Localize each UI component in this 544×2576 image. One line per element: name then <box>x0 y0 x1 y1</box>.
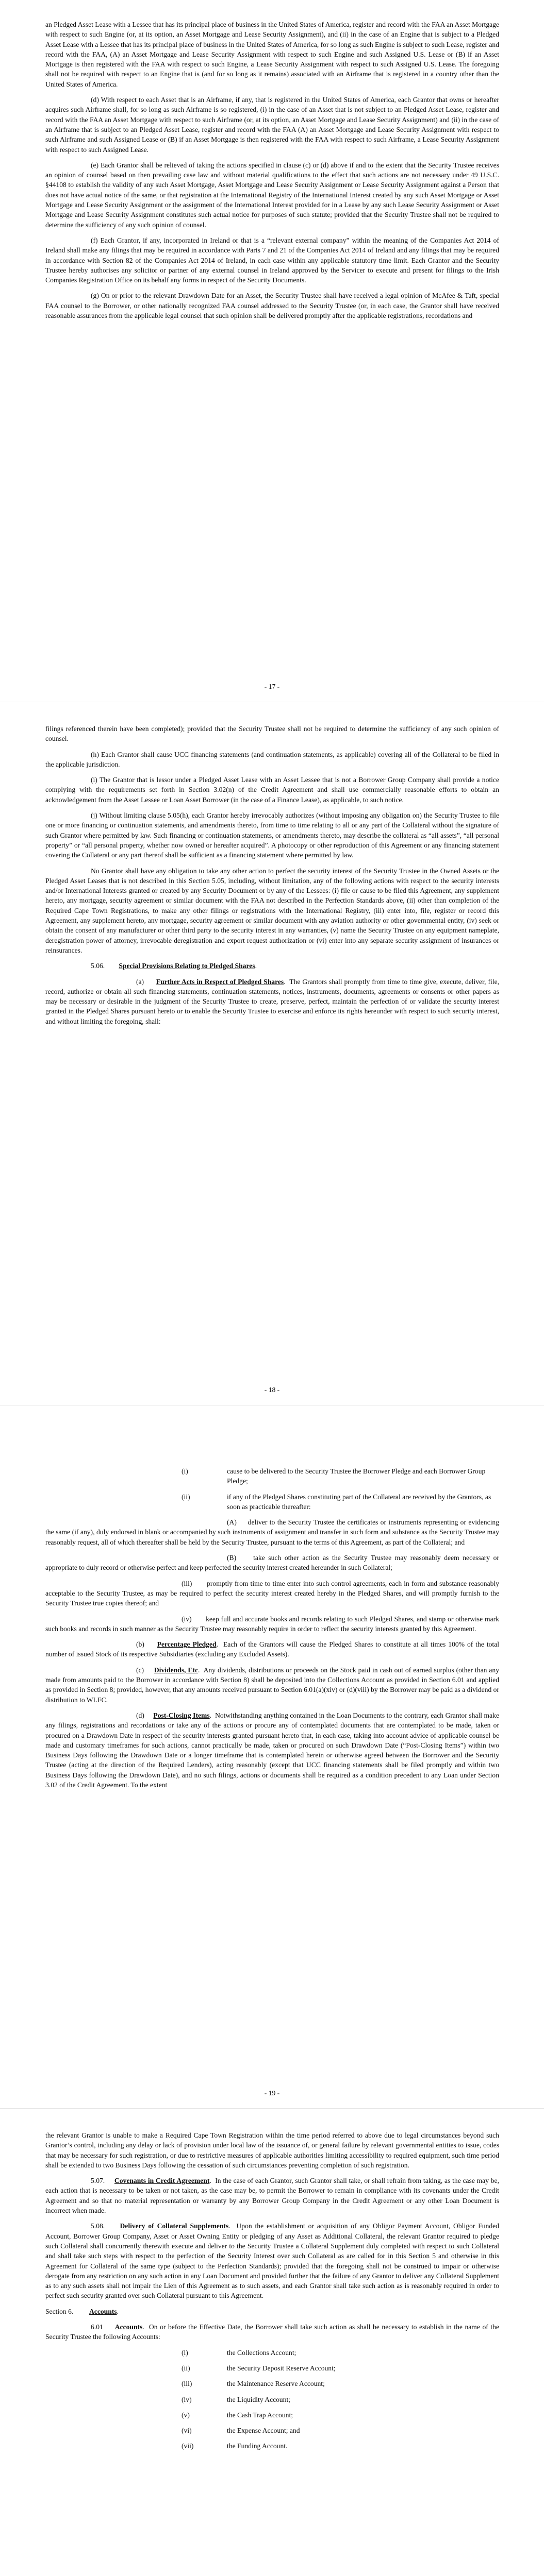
item-label: (iv) <box>182 1615 192 1623</box>
item-text: deliver to the Security Trustee the certificates or instruments representing or evidencing the same (if any), duly endorsed in blank or accompanied by such instruments of assignment and transfer in such form and substance as the Security Trustee may reasonably request, all of which thereafter shall be held by the Security Trustee, pursuant to the terms of this Agreement, as part of the Collateral; and <box>45 1518 499 1546</box>
paragraph: (e) Each Grantor shall be relieved of taking the actions specified in clause (c) or (d) above if and to the extent that the Security Trustee receives an opinion of counsel based on then prevailing case law and without material qualifications to the effect that such actions are not necessary under 49 U.S.C. §44108 to establish the validity of any such Asset Mortgage, Asset Mortgage and Lease Security Assignment or Lease Security Assignment against a Person that does not have actual notice of the same, or that registration at the International Registry of the International Interest created by any such Asset Mortgage or Asset Mortgage and Lease Security Assignment or the assignment of the International Interest provided for in a Lease by any such Lease Security Assignment or Asset Mortgage and Lease Security Assignment constitutes such actual notice for purposes of such statute; provided that the Security Trustee shall not be required to determine the sufficiency of any such opinion of counsel. <box>45 161 499 229</box>
section-number: 5.08. <box>91 2222 105 2230</box>
paragraph: (g) On or prior to the relevant Drawdown Date for an Asset, the Security Trustee shall have received a legal opinion of McAfee & Taft, special FAA counsel to the Borrower, or other nationally recognized FAA counsel addressed to the Security Trustee (or, in each case, the Grantor shall have received reasonable assurances from the applicable legal counsel that such opinion shall be delivered promptly after the applicable registrations, recordations and <box>45 292 499 320</box>
list-item <box>45 1579 499 1608</box>
section-heading: Section 6. Accounts. <box>45 2307 119 2315</box>
list-item <box>45 2441 499 2451</box>
item-text: the Liquidity Account; <box>227 2395 291 2403</box>
section-title: Accounts <box>114 2323 143 2331</box>
page-20-body <box>45 2130 499 2457</box>
list-item <box>45 1466 499 1486</box>
paragraph: an Pledged Asset Lease with a Lessee that has its principal place of business in the United States of America, register and record with the FAA an Asset Mortgage with respect to such Engine (or, at its option, an Asset Mortgage and Lease Security Assignment), and (ii) in the case of an Engine that is subject to a Pledged Asset Lease with a Lessee that has its principal place of business in the United States of America, for so long as such Engine is subject to such Lease, register and record with the FAA, (A) an Asset Mortgage and Lease Security Assignment with respect to such Engine and such Assigned U.S. Lease or (B) if an Asset Mortgage is then registered with the FAA with respect to such Engine, a Lease Security Assignment with respect to such Assigned U.S. Lease. The foregoing shall not be required with respect to an Engine that is (and for so long as it remains) associated with an Airframe that is registered in a country other than the United States of America. <box>45 21 499 88</box>
list-item <box>45 2410 499 2420</box>
paragraph: (d) Post-Closing Items. Notwithstanding anything contained in the Loan Documents to the contrary, each Grantor shall make any filings, registrations and recordations or take any of the actions or procure any of contemplated documents that are contemplated to be made, taken or procured on a Drawdown Date in respect of the security interests granted pursuant hereto that, in each case, taking into account advice of applicable counsel be made and customary timeframes for such actions, cannot practically be made, taken or procured on such Drawdown Date (“Post-Closing Items”) within two Business Days following the Drawdown Date or a longer timeframe that is contemplated herein or otherwise agreed between the Borrower and the Security Trustee (acting at the direction of the Required Lenders), acting reasonably (except that UCC financing statements shall be filed promptly and within two Business Days following the Drawdown Date), and no such filings, actions or documents shall be required as a condition precedent to any Loan under Section 3.02 of the Credit Agreement. To the extent <box>45 1711 499 1789</box>
paragraph: filings referenced therein have been completed); provided that the Security Trustee shall not be required to determine the sufficiency of any such opinion of counsel. <box>45 725 499 743</box>
item-label: (ii) <box>182 2364 190 2372</box>
section-title: Delivery of Collateral Supplements <box>120 2222 229 2230</box>
accounts-list <box>45 2348 499 2451</box>
paragraph: 5.07. Covenants in Credit Agreement. In the case of each Grantor, such Grantor shall take, or shall refrain from taking, as the case may be, each action that is necessary to be taken or not taken, as the case may be, to permit the Borrower to remain in compliance with its covenants under the Credit Agreement and so that no material representation or warranty by any Borrower Group Company in the Credit Agreement or any other Loan Document is incorrect when made. <box>45 2177 499 2215</box>
item-label: (iii) <box>182 1579 192 1587</box>
section-number: 6.01 <box>91 2323 103 2331</box>
item-text: the Funding Account. <box>227 2442 288 2450</box>
paragraph: (d) With respect to each Asset that is an Airframe, if any, that is registered in the United States of America, each Grantor that owns or hereafter acquires such Airframe shall, for so long as such Airframe is so registered, (i) in the case of an Asset that is not subject to an Pledged Asset Lease, register and record with the FAA an Asset Mortgage with respect to such Airframe (or, at its option, an Asset Mortgage and Lease Security Assignment) and (ii) in the case of an Airframe that is subject to an Pledged Asset Lease, register and record with the FAA (A) an Asset Mortgage and Lease Security Assignment with respect to such Airframe and such Assigned Lease or (B) if an Asset Mortgage is then registered with the FAA with respect to such Airframe, a Lease Security Assignment with respect to such Assigned Lease. <box>45 96 499 154</box>
page-number: - 19 - <box>264 2089 280 2097</box>
para-text: Each of the Grantors will cause the Pledged Shares to constitute at all times 100% of the total number of issued Stock of its respective Subsidiaries (excluding any Excluded Assets). <box>45 1640 499 1658</box>
page-19-body <box>45 1466 499 1795</box>
list-item <box>45 1614 499 1634</box>
item-label: (vii) <box>182 2442 194 2450</box>
item-text: the Maintenance Reserve Account; <box>227 2380 325 2388</box>
item-text: the Security Deposit Reserve Account; <box>227 2364 336 2372</box>
para-title: Further Acts in Respect of Pledged Shares <box>156 977 284 986</box>
section-label: Section 6. <box>45 2307 74 2315</box>
item-text: cause to be delivered to the Security Trustee the Borrower Pledge and each Borrower Group Pledge; <box>227 1467 486 1485</box>
page-18-body <box>45 724 499 1032</box>
section-text: On or before the Effective Date, the Borrower shall take such action as shall be necessary to establish in the name of the Security Trustee the following Accounts: <box>45 2323 500 2341</box>
list-item <box>45 1492 499 1512</box>
list-item <box>45 2363 499 2373</box>
page-20 <box>0 2110 544 2576</box>
section-number: 5.06. <box>91 962 105 970</box>
list-item <box>45 2348 499 2358</box>
paragraph: (i) The Grantor that is lessor under a Pledged Asset Lease with an Asset Lessee that is not a Borrower Group Company shall provide a notice complying with the requirements set forth in Section 3.02(n) of the Credit Agreement and shall use commercially reasonable efforts to obtain an acknowledgement from the Asset Lessee or Loan Asset Borrower (in the case of a Finance Lease), as applicable, to such notice. <box>45 776 499 804</box>
item-label: (iv) <box>182 2395 192 2403</box>
item-text: the Expense Account; and <box>227 2427 300 2435</box>
page-number: - 17 - <box>264 683 280 690</box>
item-text: the Cash Trap Account; <box>227 2411 293 2419</box>
section-text: Upon the establishment or acquisition of any Obligor Payment Account, Obligor Funded Account, Borrower Group Company, Asset or Asset Owning Entity or pledging of any Asset as Additional Collateral, the relevant Grantor required to pledge such Collateral shall concurrently therewith execute and deliver to the Security Trustee a Collateral Supplement duly completed with respect to such Collateral and shall take such steps with respect to the perfection of the Security Interest over such Collateral as are called for in this Section 5 and otherwise in this Agreement for Collateral of the same type (subject to the Perfection Standards); provided that the foregoing shall not be construed to impair or otherwise derogate from any restriction on any such action in any Loan Document and provided further that the failure of any Grantor to deliver any Collateral Supplement as to any such assets shall not impair the Lien of this Agreement as to such assets, and each Grantor shall take such action as is reasonably required in order to perfect such security granted over such Collateral pursuant to this Agreement. <box>45 2222 499 2300</box>
paragraph: (j) Without limiting clause 5.05(h), each Grantor hereby irrevocably authorizes (without imposing any obligation on) the Security Trustee to file one or more financing or continuation statements, and amendments thereto, from time to time relating to all or any part of the Collateral without the signature of such Grantor where permitted by law. Such financing or continuation statements, or amendments thereto, may describe the collateral as “all assets”, “all personal property” or “all personal property, whether now owned or hereafter acquired”. A photocopy or other reproduction of this Agreement or any financing statement covering the Collateral or any part thereof shall be sufficient as a financing statement where permitted by law. <box>45 811 499 859</box>
list-item <box>45 2426 499 2435</box>
para-text: Any dividends, distributions or proceeds on the Stock paid in cash out of earned surplus (other than any made from amounts paid to the Borrower in accordance with Section 8) shall be deposited into the Collections Account as provided in Section 6.01 and applied as provided in Section 8; provided, however, that any amounts received pursuant to Section 6.01(a)(xiv) or (d)(viii) by the Borrower may be paid as a dividend or distribution to WLFC. <box>45 1666 499 1704</box>
item-label: (B) <box>227 1554 237 1562</box>
sub-item <box>45 1517 499 1547</box>
item-text: the Collections Account; <box>227 2348 296 2357</box>
item-label: (iii) <box>182 2380 192 2388</box>
item-label: (A) <box>227 1518 237 1527</box>
item-text: promptly from time to time enter into such control agreements, each in form and substance reasonably acceptable to the Security Trustee, as may be required to perfect the security interest created hereby in the Pledged Shares, and will promptly furnish to the Security Trustee true copies thereof; and <box>45 1579 499 1607</box>
section-title: Covenants in Credit Agreement <box>114 2177 210 2185</box>
para-title: Post-Closing Items <box>153 1711 210 1719</box>
section-text: In the case of each Grantor, such Grantor shall take, or shall refrain from taking, as the case may be, each action that is necessary to be taken or not taken, as the case may be, to permit the Borrower to remain in compliance with its covenants under the Credit Agreement and so that no material representation or warranty by any Borrower Group Company in the Credit Agreement or any other Loan Document is incorrect when made. <box>45 2177 499 2215</box>
item-label: (ii) <box>182 1493 190 1501</box>
item-text: keep full and accurate books and records relating to such Pledged Shares, and stamp or otherwise mark such books and records in such manner as the Security Trustee may reasonably require in order to reflect the security interests granted by this Agreement. <box>45 1615 499 1633</box>
section-title: Special Provisions Relating to Pledged Shares <box>119 962 255 970</box>
para-label: (d) <box>136 1711 144 1719</box>
page-18 <box>0 703 544 1404</box>
para-title: Percentage Pledged <box>157 1640 217 1649</box>
item-text: take such other action as the Security Trustee may reasonably deem necessary or appropriate to duly record or otherwise perfect and keep perfected the security interest created hereunder in such Collateral; <box>45 1554 499 1572</box>
para-text: The Grantors shall promptly from time to time give, execute, deliver, file, record, authorize or obtain all such financing statements, continuation statements, notices, instruments, documents, agreements or consents or other papers as may be necessary or desirable in the judgment of the Security Trustee to create, preserve, perfect, maintain the perfection of or validate the security interest granted in the Pledged Shares pursuant hereto or to enable the Security Trustee to exercise and enforce its rights hereunder with respect to such security interest, and without limiting the foregoing, shall: <box>45 977 500 1025</box>
item-label: (vi) <box>182 2427 192 2435</box>
item-label: (i) <box>182 1467 188 1475</box>
page-divider <box>0 2108 544 2109</box>
paragraph: (b) Percentage Pledged. Each of the Grantors will cause the Pledged Shares to constitute at all times 100% of the total number of issued Stock of its respective Subsidiaries (excluding any Excluded Assets). <box>45 1640 499 1658</box>
paragraph: the relevant Grantor is unable to make a Required Cape Town Registration within the time period referred to above due to legal circumstances beyond such Grantor’s control, including any delay or lack of provision under local law of the issuance of, or general failure by relevant governmental entities to issue, codes that may be necessary for such registration, or due to restrictive measures of applicable authorities limiting accessibility to required equipment, such time period shall be extended to two Business Days following the cessation of such circumstances preventing completion of such registration. <box>45 2131 499 2169</box>
paragraph: 5.08. Delivery of Collateral Supplements. Upon the establishment or acquisition of any Obligor Payment Account, Obligor Funded Account, Borrower Group Company, Asset or Asset Owning Entity or pledging of any Asset as Additional Collateral, the relevant Grantor required to pledge such Collateral shall concurrently therewith execute and deliver to the Security Trustee a Collateral Supplement duly completed with respect to such Collateral and shall take such steps with respect to the perfection of the Security Interest over such Collateral as are called for in this Section 5 and otherwise in this Agreement for Collateral of the same type (subject to the Perfection Standards); provided that the foregoing shall not be construed to impair or otherwise derogate from any restriction on any such action in any Loan Document and provided further that the failure of any Grantor to deliver any Collateral Supplement as to any such assets shall not impair the Lien of this Agreement as to such assets, and each Grantor shall take such action as is reasonably required in order to perfect such security granted over such Collateral pursuant to this Agreement. <box>45 2222 499 2300</box>
item-text: if any of the Pledged Shares constituting part of the Collateral are received by the Grantors, as soon as practicable thereafter: <box>227 1493 491 1511</box>
paragraph: No Grantor shall have any obligation to take any other action to perfect the security interest of the Security Trustee in the Owned Assets or the Pledged Asset Leases that is not described in this Section 5.05, including, without limitation, any of the following actions with respect to the security interests and/or International Interests granted or created by any Security Document or by any of the Lessees: (i) file or cause to be filed this Agreement, any supplement hereto, any mortgage, security agreement or similar document with the FAA not described in the Perfection Standards above, (ii) other than completion of the Required Cape Town Registrations, to make any other filings or registrations with the International Registry, (iii) enter into, file, register or record this Agreement, any supplement hereto, any mortgage, security agreement or similar document with any aviation authority or other governmental entity, (iv) seek or obtain the consent of any manufacturer or other third party to the security interest in any warranties, (v) name the Security Trustee on any equipment nameplate, deregistration power of attorney, irrevocable deregistration and export request authorization or (vi) enter into any separate security assignment of insurances or reinsurances. <box>45 867 499 954</box>
item-label: (v) <box>182 2411 190 2419</box>
page-19 <box>0 1406 544 2107</box>
para-title: Dividends, Etc <box>154 1666 199 1674</box>
para-label: (a) <box>136 977 144 986</box>
page-17 <box>0 0 544 701</box>
list-item <box>45 2395 499 2404</box>
item-label: (i) <box>182 2348 188 2357</box>
paragraph: 6.01 Accounts. On or before the Effective Date, the Borrower shall take such action as shall be necessary to establish in the name of the Security Trustee the following Accounts: <box>45 2323 500 2341</box>
paragraph: (f) Each Grantor, if any, incorporated in Ireland or that is a “relevant external company” within the meaning of the Companies Act 2014 of Ireland shall make any filings that may be required in accordance with Parts 7 and 21 of the Companies Act 2014 of Ireland and any filings that may be required in accordance with Section 82 of the Companies Act 2014 of Ireland, in each case within any applicable statutory time limit. Each Grantor and the Security Trustee hereby authorises any solicitor or partner of any external counsel in Ireland approved by the Servicer to execute and present for filings to the Irish Companies Registration Office on its behalf any forms in respect of the Security Documents. <box>45 236 499 284</box>
paragraph: (a) Further Acts in Respect of Pledged Shares. The Grantors shall promptly from time to time give, execute, deliver, file, record, authorize or obtain all such financing statements, continuation statements, notices, instruments, documents, agreements or consents or other papers as may be necessary or desirable in the judgment of the Security Trustee to create, preserve, perfect, maintain the perfection of or validate the security interest granted in the Pledged Shares pursuant hereto or to enable the Security Trustee to exercise and enforce its rights hereunder with respect to such security interest, and without limiting the foregoing, shall: <box>45 977 500 1025</box>
sub-item <box>45 1553 499 1573</box>
section-heading: 5.06. Special Provisions Relating to Pledged Shares. <box>91 962 257 970</box>
paragraph: (h) Each Grantor shall cause UCC financing statements (and continuation statements, as applicable) covering all of the Collateral to be filed in the applicable jurisdiction. <box>45 750 499 768</box>
para-label: (c) <box>136 1666 144 1674</box>
page-number: - 18 - <box>264 1386 280 1394</box>
page-17-body <box>45 20 499 326</box>
para-label: (b) <box>136 1640 144 1649</box>
para-text: Notwithstanding anything contained in the Loan Documents to the contrary, each Grantor shall make any filings, registrations and recordations or take any of the actions or procure any of contemplated documents that are contemplated to be made, taken or procured on a Drawdown Date in respect of the security interests granted pursuant hereto that, in each case, taking into account advice of applicable counsel be made and customary timeframes for such actions, cannot practically be made, taken or procured on such Drawdown Date (“Post-Closing Items”) within two Business Days following the Drawdown Date or a longer timeframe that is contemplated herein or otherwise agreed between the Borrower and the Security Trustee (acting at the direction of the Required Lenders), acting reasonably (except that UCC financing statements shall be filed promptly and within two Business Days following the Drawdown Date), and no such filings, actions or documents shall be required as a condition precedent to any Loan under Section 3.02 of the Credit Agreement. To the extent <box>45 1711 499 1789</box>
paragraph: (c) Dividends, Etc. Any dividends, distributions or proceeds on the Stock paid in cash out of earned surplus (other than any made from amounts paid to the Borrower in accordance with Section 8) shall be deposited into the Collections Account as provided in Section 6.01 and applied as provided in Section 8; provided, however, that any amounts received pursuant to Section 6.01(a)(xiv) or (d)(viii) by the Borrower may be paid as a dividend or distribution to WLFC. <box>45 1666 499 1704</box>
section-number: 5.07. <box>91 2177 105 2185</box>
section-title: Accounts <box>89 2307 117 2315</box>
list-item <box>45 2379 499 2388</box>
